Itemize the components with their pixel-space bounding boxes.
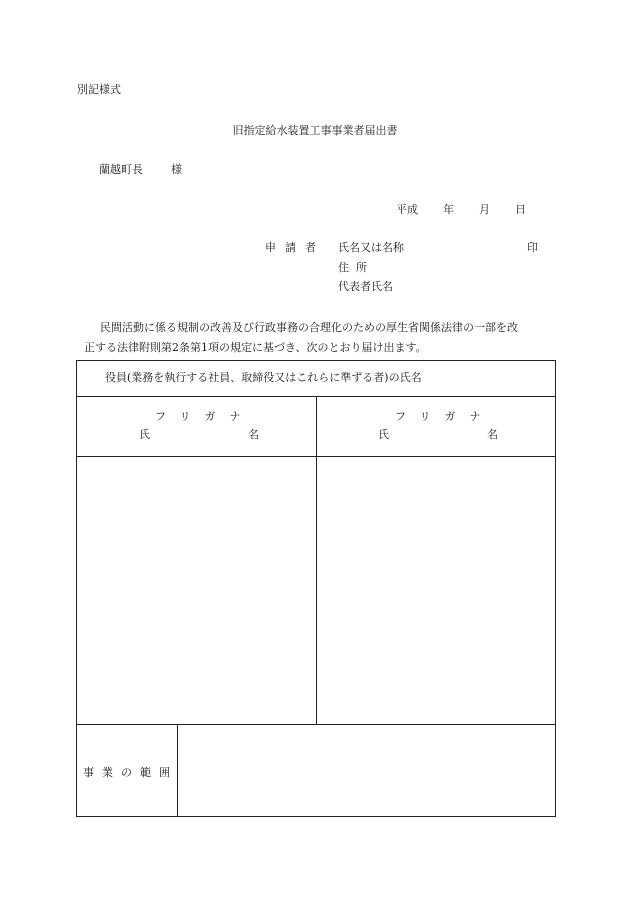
addressee-honorific: 様 — [171, 163, 182, 176]
business-scope-label: 事業の範囲 — [83, 766, 178, 779]
furigana-left-header: フリガナ — [155, 410, 255, 423]
given-name-left-header: 名 — [248, 428, 259, 441]
form-label: 別記様式 — [77, 83, 121, 96]
surname-right-header: 氏 — [378, 428, 389, 441]
business-scope-cell[interactable] — [178, 725, 555, 816]
officer-names-right-cell[interactable] — [317, 457, 555, 724]
furigana-right-header: フリガナ — [395, 410, 495, 423]
applicant-label: 申請者 — [265, 241, 325, 254]
given-name-right-header: 名 — [487, 428, 498, 441]
officers-table — [76, 360, 556, 817]
surname-left-header: 氏 — [139, 428, 150, 441]
officer-names-left-cell[interactable] — [77, 457, 316, 724]
officers-header: 役員(業務を執行する社員、取締役又はこれらに準ずる者)の氏名 — [105, 371, 422, 384]
date-year-label: 年 — [443, 203, 454, 216]
page-title: 旧指定給水装置工事事業者届出書 — [232, 124, 398, 137]
seal-mark: 印 — [527, 241, 538, 254]
date-month-label: 月 — [479, 203, 490, 216]
date-day-label: 日 — [515, 203, 526, 216]
applicant-address-label: 住所 — [338, 261, 374, 274]
body-text-line-1: 民間活動に係る規制の改善及び行政事務の合理化のための厚生省関係法律の一部を改 — [100, 321, 518, 334]
date-era: 平成 — [396, 203, 418, 216]
body-text-line-2: 正する法律附則第2条第1項の規定に基づき、次のとおり届け出ます。 — [84, 341, 427, 354]
addressee: 蘭越町長 — [99, 163, 143, 176]
applicant-name-label: 氏名又は名称 — [338, 241, 404, 254]
body-text — [84, 318, 564, 358]
representative-name-label: 代表者氏名 — [338, 280, 393, 293]
